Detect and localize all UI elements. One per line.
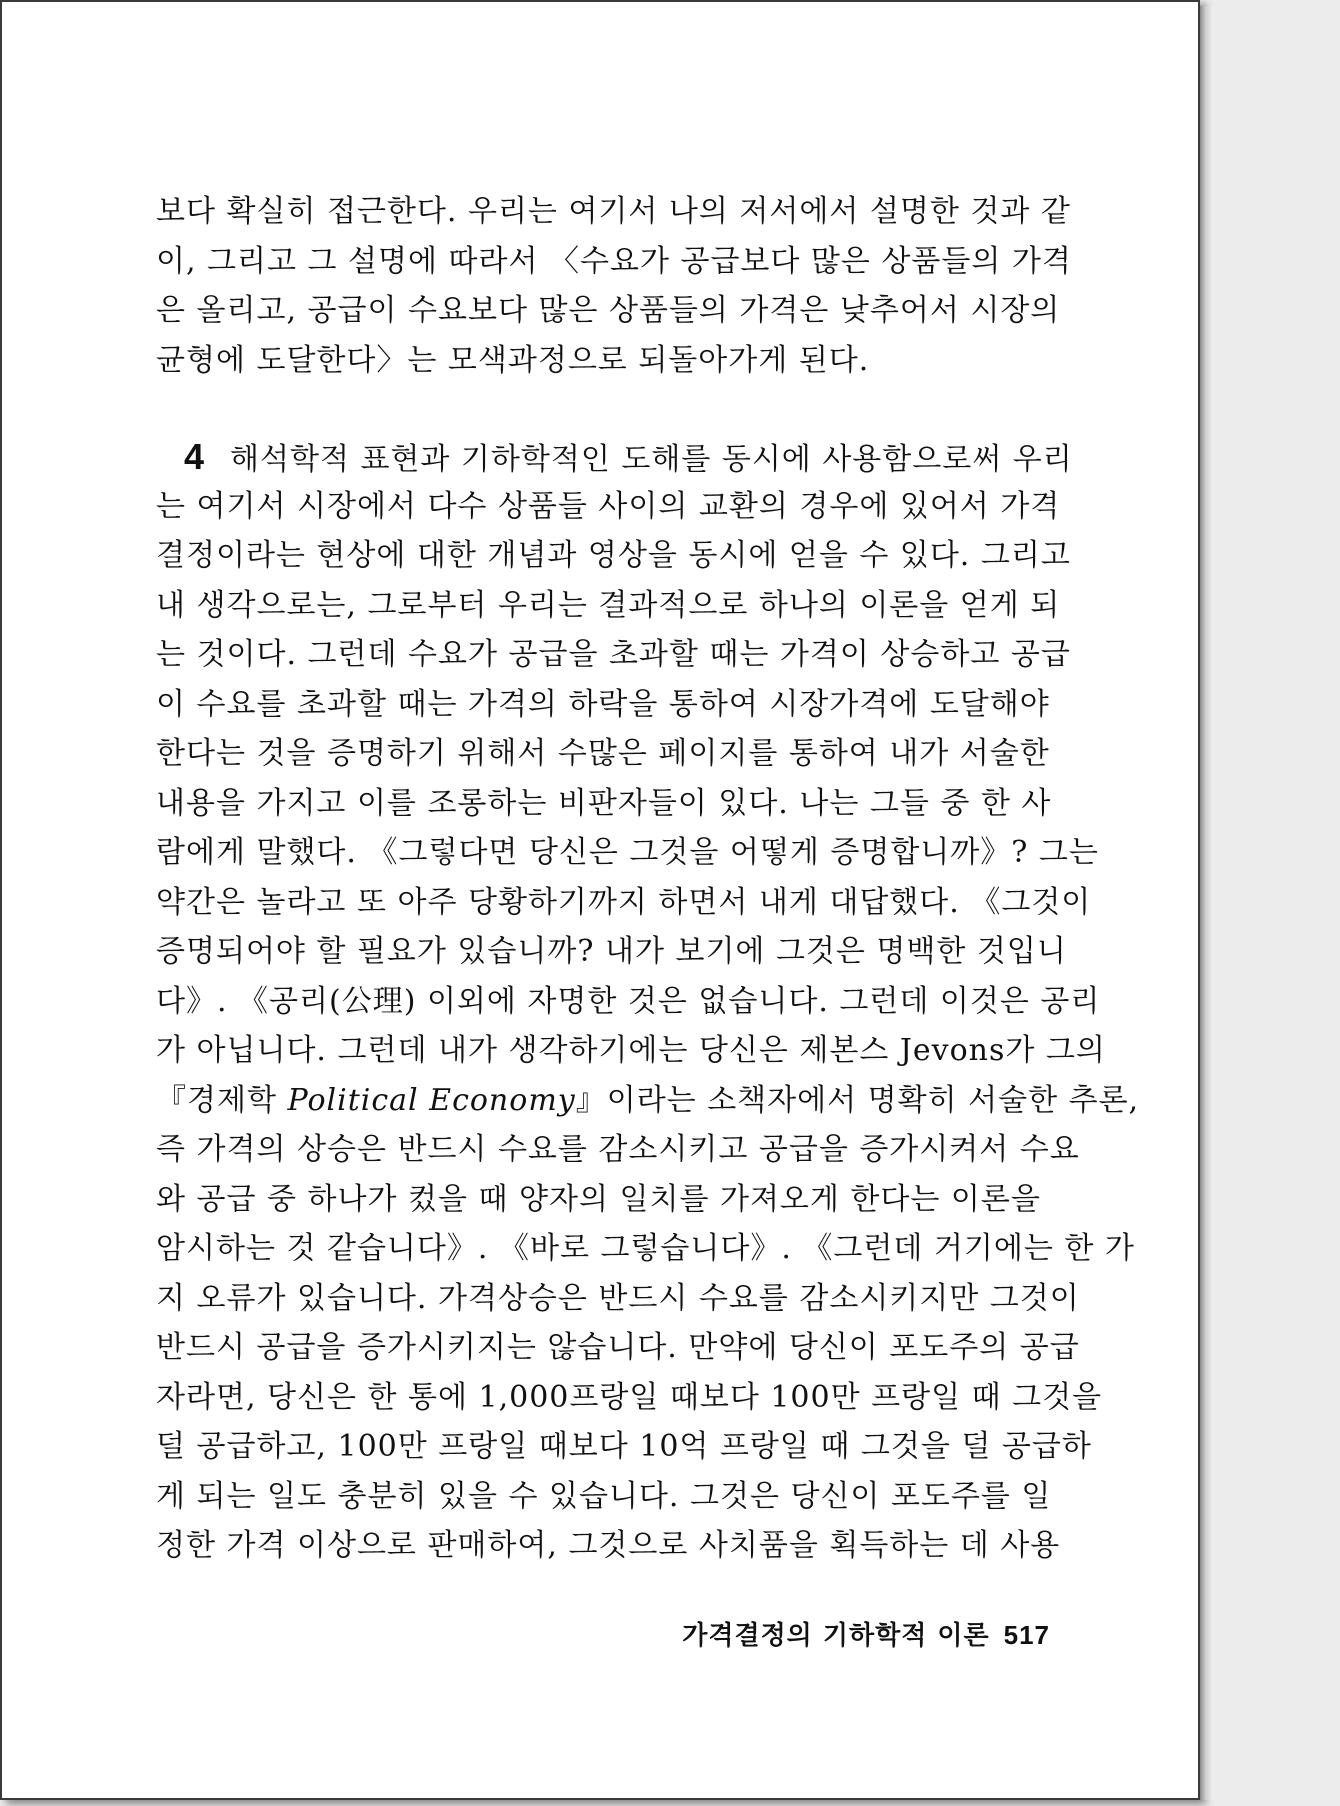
text-line: 내 생각으로는, 그로부터 우리는 결과적으로 하나의 이론을 얻게 되 bbox=[156, 587, 1061, 623]
text-line: 보다 확실히 접근한다. 우리는 여기서 나의 저서에서 설명한 것과 같 bbox=[156, 194, 1071, 229]
paragraph-1 bbox=[156, 187, 1072, 385]
book-title-rest: 』이라는 소책자에서 명확히 서술한 추론, bbox=[575, 1082, 1140, 1118]
text-line: 자라면, 당신은 한 통에 1,000프랑일 때보다 100만 프랑일 때 그것을 bbox=[156, 1379, 1103, 1415]
text-line: 와 공급 중 하나가 컸을 때 양자의 일치를 가져오게 한다는 이론을 bbox=[156, 1181, 1041, 1217]
book-title-open: 『경제학 bbox=[156, 1082, 288, 1118]
first-line-text: 해석학적 표현과 기하학적인 도해를 동시에 사용함으로써 우리 bbox=[230, 442, 1073, 477]
text-line: 균형에 도달한다〉는 모색과정으로 되돌아가게 된다. bbox=[156, 342, 870, 378]
text-line: 다》. 《공리(公理) 이외에 자명한 것은 없습니다. 그런데 이것은 공리 bbox=[156, 983, 1101, 1019]
text-line: 는 것이다. 그런데 수요가 공급을 초과할 때는 가격이 상승하고 공급 bbox=[156, 637, 1071, 672]
text-line: 즉 가격의 상승은 반드시 수요를 감소시키고 공급을 증가시켜서 수요 bbox=[156, 1132, 1080, 1167]
book-title-italic: Political Economy bbox=[287, 1082, 576, 1118]
text-line: 덜 공급하고, 100만 프랑일 때보다 10억 프랑일 때 그것을 덜 공급하 bbox=[156, 1429, 1092, 1464]
text-line: 결정이라는 현상에 대한 개념과 영상을 동시에 얻을 수 있다. 그리고 bbox=[156, 538, 1071, 573]
page-footer bbox=[652, 1615, 1050, 1652]
page-number: 517 bbox=[1003, 1620, 1050, 1650]
text-line: 가 아닙니다. 그런데 내가 생각하기에는 당신은 제본스 Jevons가 그의 bbox=[156, 1033, 1106, 1068]
text-line: 반드시 공급을 증가시키지는 않습니다. 만약에 당신이 포도주의 공급 bbox=[156, 1330, 1080, 1365]
running-title: 가격결정의 기하학적 이론 bbox=[682, 1621, 990, 1651]
text-line: 게 되는 일도 충분히 있을 수 있습니다. 그것은 당신이 포도주를 일 bbox=[156, 1478, 1052, 1514]
text-line: 암시하는 것 같습니다》. 《바로 그렇습니다》. 《그런데 거기에는 한 가 bbox=[156, 1231, 1135, 1266]
text-line: 는 여기서 시장에서 다수 상품들 사이의 교환의 경우에 있어서 가격 bbox=[156, 488, 1061, 524]
text-line: 지 오류가 있습니다. 가격상승은 반드시 수요를 감소시키지만 그것이 bbox=[156, 1280, 1080, 1316]
text-line: 약간은 놀라고 또 아주 당황하기까지 하면서 내게 대답했다. 《그것이 bbox=[156, 884, 1092, 920]
page-edge-shadow bbox=[1200, 6, 1214, 1800]
text-line: 증명되어야 할 필요가 있습니까? 내가 보기에 그것은 명백한 것입니 bbox=[156, 934, 1067, 969]
text-line-first bbox=[156, 432, 1073, 482]
paragraph-2 bbox=[156, 432, 1140, 1571]
section-number: 4 bbox=[184, 436, 206, 477]
text-line: 정한 가격 이상으로 판매하여, 그것으로 사치품을 획득하는 데 사용 bbox=[156, 1528, 1061, 1563]
text-line-book-title bbox=[156, 1076, 1140, 1126]
text-line: 한다는 것을 증명하기 위해서 수많은 페이지를 통하여 내가 서술한 bbox=[156, 736, 1050, 771]
text-line: 이, 그리고 그 설명에 따라서 〈수요가 공급보다 많은 상품들의 가격 bbox=[156, 243, 1072, 279]
text-line: 이 수요를 초과할 때는 가격의 하락을 통하여 시장가격에 도달해야 bbox=[156, 686, 1050, 722]
text-line: 은 올리고, 공급이 수요보다 많은 상품들의 가격은 낮추어서 시장의 bbox=[156, 293, 1061, 328]
text-line: 내용을 가지고 이를 조롱하는 비판자들이 있다. 나는 그들 중 한 사 bbox=[156, 785, 1052, 821]
text-line: 람에게 말했다. 《그렇다면 당신은 그것을 어떻게 증명합니까》? 그는 bbox=[156, 835, 1099, 870]
